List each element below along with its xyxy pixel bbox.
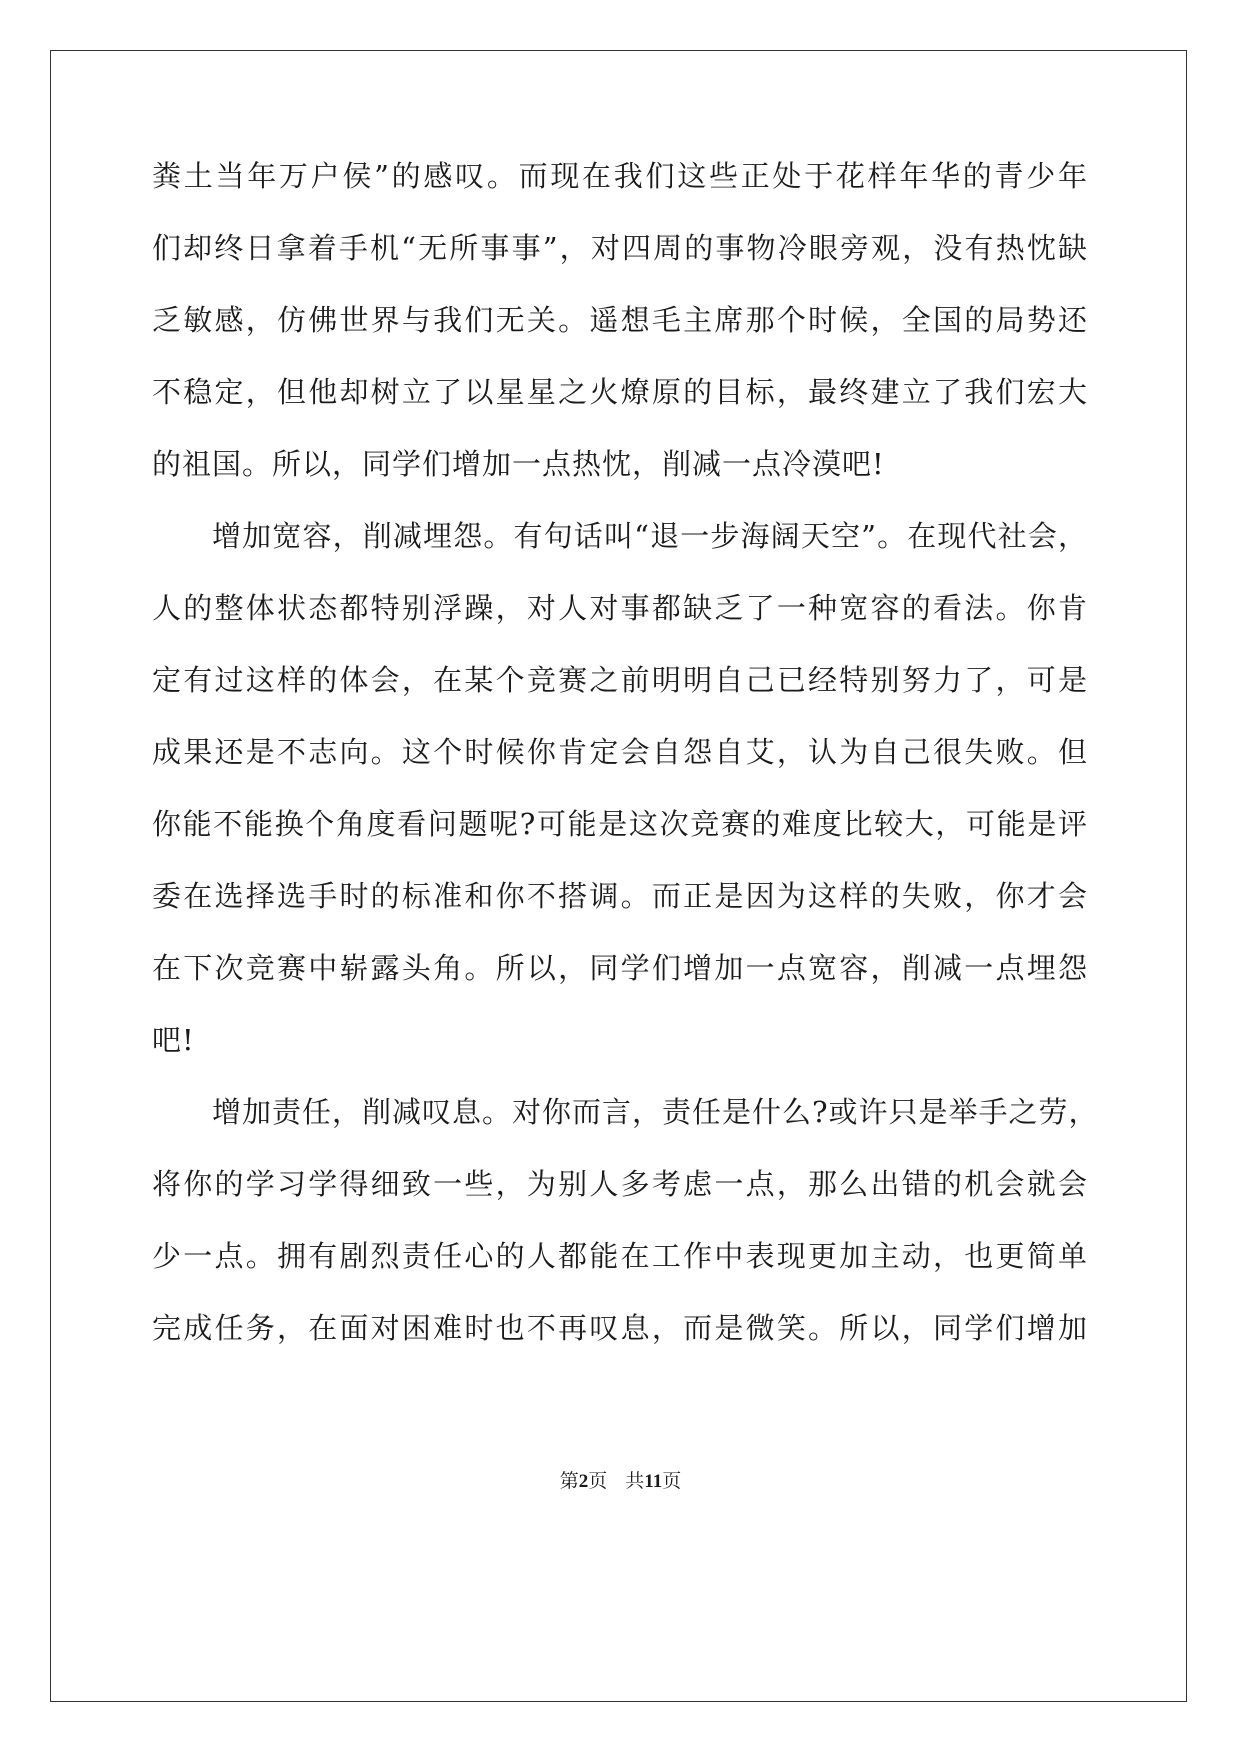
total-label-suffix: 页 [662,1471,682,1492]
text-line: 定有过这样的体会，在某个竞赛之前明明自己已经特别努力了，可是 [152,663,1088,697]
text-line: 在下次竞赛中崭露头角。所以，同学们增加一点宽容，削减一点埋怨 [152,951,1088,985]
document-body [152,140,1099,1364]
text-line: 们却终日拿着手机“无所事事”，对四周的事物冷眼旁观，没有热忱缺 [152,231,1088,265]
page-label-prefix: 第 [559,1471,579,1492]
text-line: 乏敏感，仿佛世界与我们无关。遥想毛主席那个时候，全国的局势还 [152,303,1088,337]
text-line: 增加宽容，削减埋怨。有句话叫“退一步海阔天空”。在现代社会， [212,519,1088,553]
text-line: 委在选择选手时的标准和你不搭调。而正是因为这样的失败，你才会 [152,879,1088,913]
text-line: 粪土当年万户侯”的感叹。而现在我们这些正处于花样年华的青少年 [152,159,1088,193]
text-line: 将你的学习学得细致一些，为别人多考虑一点，那么出错的机会就会 [152,1167,1088,1201]
text-line: 人的整体状态都特别浮躁，对人对事都缺乏了一种宽容的看法。你肯 [152,591,1088,625]
total-pages: 11 [644,1471,663,1492]
total-label-prefix: 共 [625,1471,645,1492]
page-label-suffix: 页 [588,1471,608,1492]
page-number: 2 [578,1471,589,1492]
text-line: 你能不能换个角度看问题呢?可能是这次竞赛的难度比较大，可能是评 [152,807,1088,841]
text-line: 不稳定，但他却树立了以星星之火燎原的目标，最终建立了我们宏大 [152,375,1088,409]
paragraph [152,140,1088,500]
text-line: 成果还是不志向。这个时候你肯定会自怨自艾，认为自己很失败。但 [152,735,1088,769]
paragraph [152,1076,1099,1364]
page-footer [0,1466,1241,1493]
paragraph [152,500,1088,1076]
text-line: 吧! [152,1023,195,1057]
text-line: 的祖国。所以，同学们增加一点热忱，削减一点冷漠吧! [152,447,885,481]
text-line: 增加责任，削减叹息。对你而言，责任是什么?或许只是举手之劳， [212,1095,1099,1129]
text-line: 完成任务，在面对困难时也不再叹息，而是微笑。所以，同学们增加 [152,1311,1088,1345]
text-line: 少一点。拥有剧烈责任心的人都能在工作中表现更加主动，也更简单 [152,1239,1088,1273]
